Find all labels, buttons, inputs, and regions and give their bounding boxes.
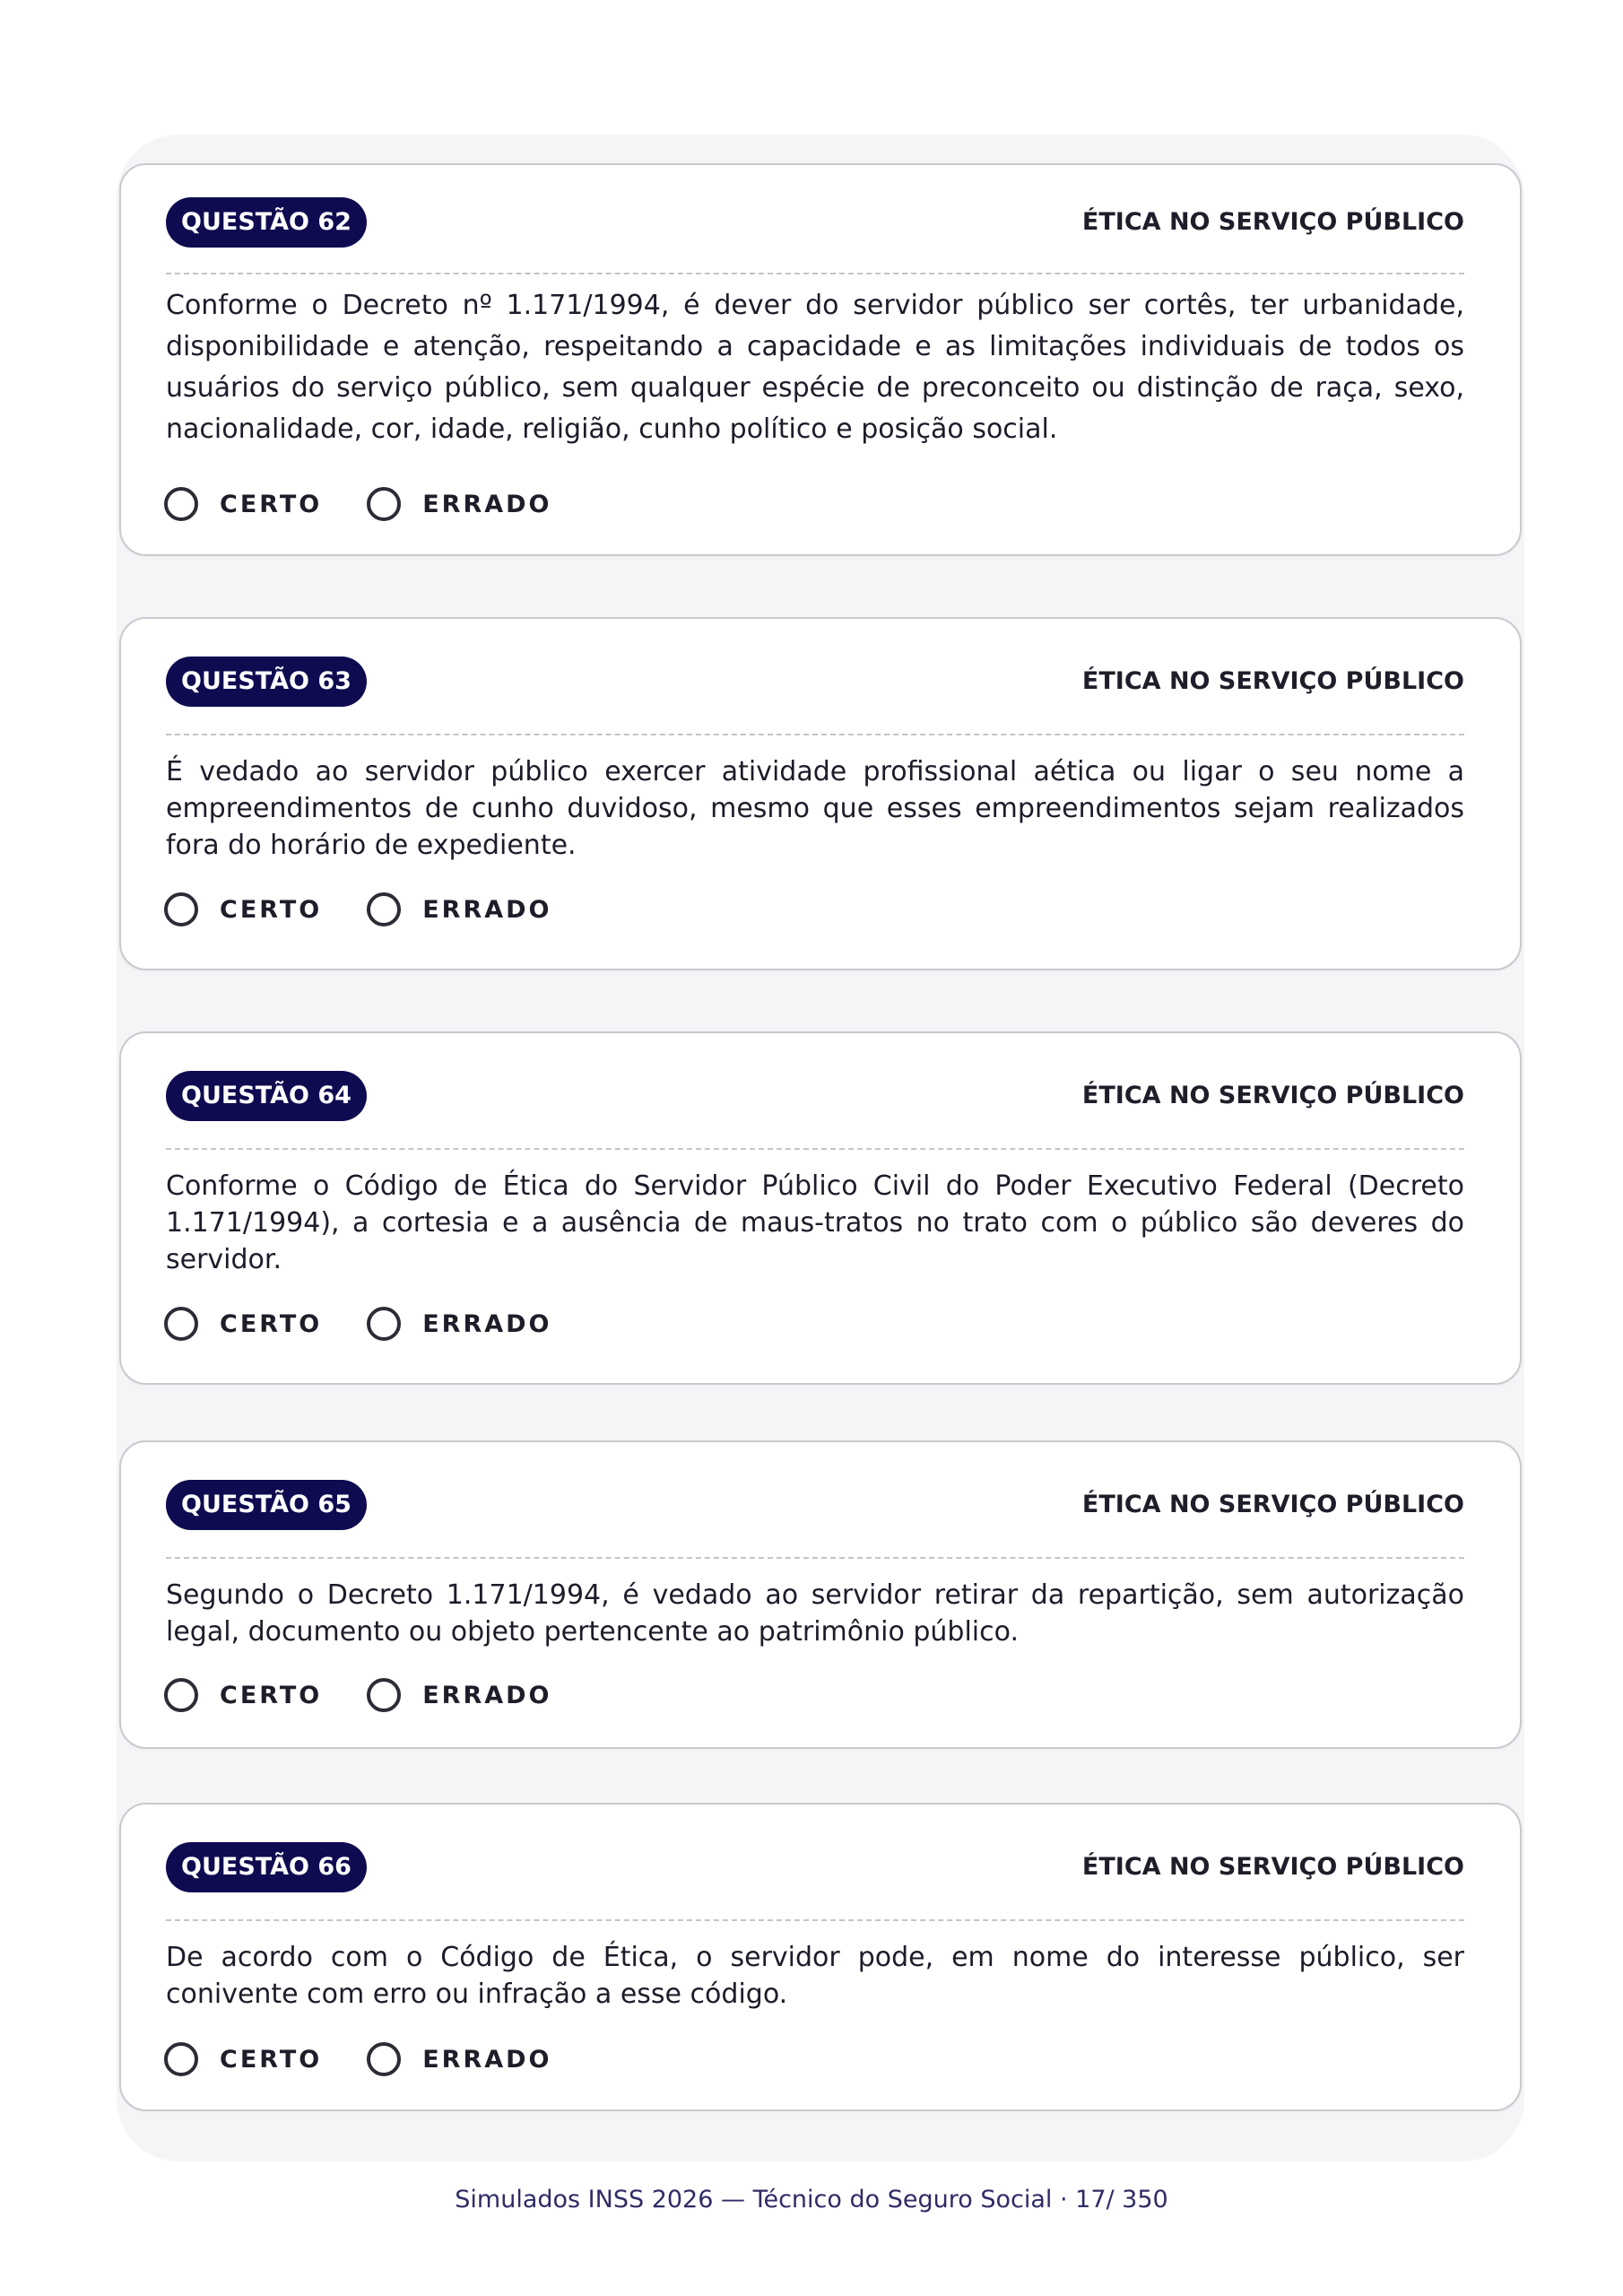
radio-circle-icon[interactable] <box>367 892 401 926</box>
question-topic: ÉTICA NO SERVIÇO PÚBLICO <box>1081 1491 1464 1518</box>
option-errado-label: ERRADO <box>422 895 552 924</box>
question-card <box>119 1031 1522 1385</box>
question-card <box>119 617 1522 970</box>
answer-options <box>164 890 552 929</box>
radio-circle-icon[interactable] <box>367 2042 401 2076</box>
question-header <box>166 197 1464 248</box>
option-errado[interactable] <box>367 892 551 926</box>
question-number-badge: QUESTÃO 66 <box>166 1842 367 1892</box>
question-header <box>166 657 1464 707</box>
question-statement: Conforme o Código de Ética do Servidor Público Civil do Poder Executivo Federal (Decreto 1.171/1994), a cortesia e a ausência de maus-tratos no trato com o público são deveres do servidor. <box>166 1170 1464 1275</box>
radio-circle-icon[interactable] <box>164 892 198 926</box>
question-card <box>119 1440 1522 1749</box>
question-card <box>119 163 1522 556</box>
question-divider <box>166 1557 1464 1559</box>
question-number-badge: QUESTÃO 62 <box>166 197 367 248</box>
question-topic: ÉTICA NO SERVIÇO PÚBLICO <box>1081 208 1464 236</box>
option-errado[interactable] <box>367 1307 551 1341</box>
question-header <box>166 1480 1464 1530</box>
question-number-badge: QUESTÃO 64 <box>166 1071 367 1121</box>
question-divider <box>166 273 1464 274</box>
option-certo-label: CERTO <box>220 490 323 518</box>
radio-circle-icon[interactable] <box>367 1678 401 1712</box>
question-statement: De acordo com o Código de Ética, o servidor pode, em nome do interesse público, ser conivente com erro ou infração a esse código. <box>166 1942 1464 2010</box>
question-divider <box>166 1919 1464 1921</box>
radio-circle-icon[interactable] <box>164 487 198 521</box>
question-divider <box>166 1148 1464 1150</box>
question-topic: ÉTICA NO SERVIÇO PÚBLICO <box>1081 1853 1464 1881</box>
option-certo-label: CERTO <box>220 2045 323 2074</box>
option-errado[interactable] <box>367 2042 551 2076</box>
answer-options <box>164 484 552 524</box>
question-statement: É vedado ao servidor público exercer atividade profissional aética ou ligar o seu nome a empreendimentos de cunho duvidoso, mesmo que esses empreendimentos sejam realizados fora do horário de expediente. <box>166 756 1464 861</box>
page-footer: Simulados INSS 2026 — Técnico do Seguro Social · 17/ 350 <box>455 2186 1168 2213</box>
option-certo[interactable] <box>164 2042 322 2076</box>
question-card <box>119 1803 1522 2111</box>
option-certo[interactable] <box>164 1678 322 1712</box>
option-errado-label: ERRADO <box>422 1681 552 1709</box>
radio-circle-icon[interactable] <box>367 487 401 521</box>
option-errado-label: ERRADO <box>422 1309 552 1338</box>
question-header <box>166 1071 1464 1121</box>
question-statement: Segundo o Decreto 1.171/1994, é vedado ao servidor retirar da repartição, sem autorização legal, documento ou objeto pertencente ao patrimônio público. <box>166 1579 1464 1648</box>
question-number-badge: QUESTÃO 65 <box>166 1480 367 1530</box>
question-number-badge: QUESTÃO 63 <box>166 657 367 707</box>
question-statement: Conforme o Decreto nº 1.171/1994, é dever do servidor público ser cortês, ter urbanidade, disponibilidade e atenção, respeitando a capacidade e as limitações individuais de todos os usuários do serviço público, sem qualquer espécie de preconceito ou distinção de raça, sexo, nacionalidade, cor, idade, religião, cunho político e posição social. <box>166 290 1464 445</box>
question-topic: ÉTICA NO SERVIÇO PÚBLICO <box>1081 667 1464 695</box>
radio-circle-icon[interactable] <box>164 2042 198 2076</box>
option-certo-label: CERTO <box>220 1309 323 1338</box>
option-certo-label: CERTO <box>220 895 323 924</box>
question-divider <box>166 734 1464 735</box>
option-certo[interactable] <box>164 487 322 521</box>
option-errado-label: ERRADO <box>422 2045 552 2074</box>
option-errado[interactable] <box>367 487 551 521</box>
radio-circle-icon[interactable] <box>164 1678 198 1712</box>
answer-options <box>164 2039 552 2079</box>
answer-options <box>164 1675 552 1715</box>
option-certo-label: CERTO <box>220 1681 323 1709</box>
answer-options <box>164 1304 552 1344</box>
option-certo[interactable] <box>164 892 322 926</box>
question-header <box>166 1842 1464 1892</box>
option-errado-label: ERRADO <box>422 490 552 518</box>
option-errado[interactable] <box>367 1678 551 1712</box>
question-topic: ÉTICA NO SERVIÇO PÚBLICO <box>1081 1082 1464 1109</box>
radio-circle-icon[interactable] <box>164 1307 198 1341</box>
option-certo[interactable] <box>164 1307 322 1341</box>
radio-circle-icon[interactable] <box>367 1307 401 1341</box>
